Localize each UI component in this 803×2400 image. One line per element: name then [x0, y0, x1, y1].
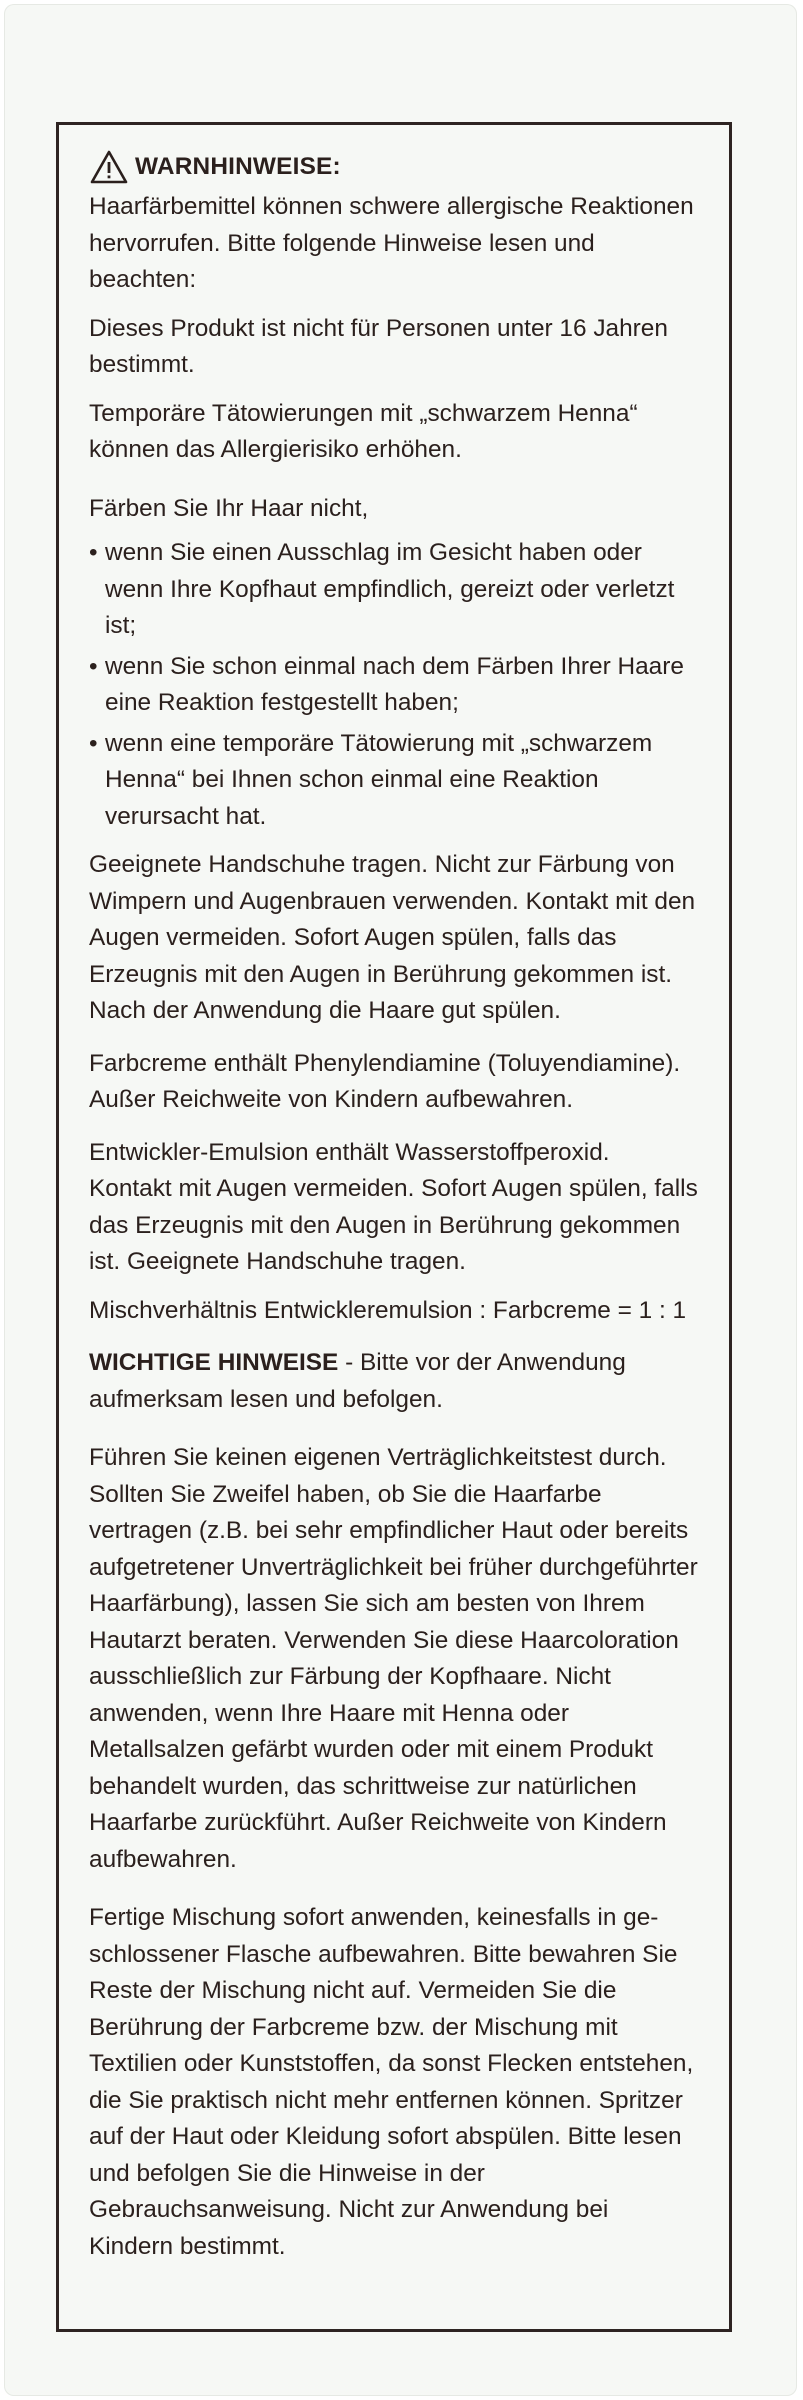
mix-ratio: Mischverhältnis Entwickleremulsion : Farbcreme = 1 : 1: [89, 1296, 687, 1324]
color-cream-note: Farbcreme enthält Phenylendiamine (Toluyendiamine). Außer Reichweite von Kindern aufbewahren.: [89, 1049, 681, 1113]
important-heading-suffix: - Bitte vor der Anwendung aufmerksam lesen und befolgen.: [89, 1349, 626, 1413]
gloves-note: Geeignete Handschuhe tragen. Nicht zur Färbung von Wimpern und Augenbrauen verwenden. Kontakt mit den Augen vermeiden. Sofort Augen spülen, falls das Erzeugnis mit den Augen in Berührung gekommen ist. Nach der Anwendung die Haare gut spülen.: [89, 851, 696, 1024]
warning-heading: WARNHINWEISE:: [135, 152, 341, 180]
henna-note: Temporäre Tätowierungen mit „schwarzem Henna“ können das Allergierisiko erhöhen.: [89, 399, 638, 463]
warning-triangle-icon: [89, 149, 129, 185]
important-paragraph-1: Führen Sie keinen eigenen Verträglichkeitstest durch. Sollten Sie Zweifel haben, ob Sie die Haarfarbe vertragen (z.B. bei sehr empfindlicher Haut oder bereits aufgetretener Unverträglichkeit bei früher durchgeführter Haarfärbung), lassen Sie sich am besten von Ihrem Hautarzt beraten. Verwenden Sie diese Haarcoloration ausschließlich zur Färbung der Kopfhaare. Nicht anwenden, wenn Ihre Haare mit Henna oder Metallsalzen gefärbt wurden oder mit einem Produkt behandelt wurden, das schrittweise zur natürlichen Haarfarbe zurückführt. Außer Reichweite von Kindern aufbewahren.: [89, 1444, 698, 1873]
important-heading: WICHTIGE HINWEISE: [89, 1349, 339, 1376]
warning-label-box: [56, 122, 732, 2332]
do-not-dye-list: [89, 535, 699, 835]
age-note: Dieses Produkt ist nicht für Personen unter 16 Jahren bestimmt.: [89, 314, 668, 378]
developer-note: Entwickler-Emulsion enthält Wasserstoffperoxid. Kontakt mit Augen vermeiden. Sofort Augen spülen, falls das Erzeugnis mit den Augen in Berührung gekommen ist. Geeignete Handschuhe tragen.: [89, 1138, 698, 1275]
warning-heading-row: [89, 147, 699, 187]
list-item: • wenn Sie schon einmal nach dem Färben Ihrer Haare eine Reaktion festgestellt haben;: [89, 649, 699, 722]
list-item: • wenn eine temporäre Tätowierung mit „schwarzem Henna“ bei Ihnen schon einmal eine Reaktion verursacht hat.: [89, 726, 699, 836]
list-item: • wenn Sie einen Ausschlag im Gesicht haben oder wenn Ihre Kopfhaut empfindlich, gereizt oder verletzt ist;: [89, 535, 699, 645]
do-not-dye-intro: Färben Sie Ihr Haar nicht,: [89, 494, 369, 522]
warning-intro: Haarfärbemittel können schwere allergische Reaktionen hervorrufen. Bitte folgende Hinweise lesen und beachten:: [89, 193, 694, 293]
important-paragraph-2: Fertige Mischung sofort anwenden, keinesfalls in geschlossener Flasche aufbewahren. Bitte bewahren Sie Reste der Mischung nicht auf. Vermeiden Sie die Berührung der Farbcreme bzw. der Mischung mit Textilien oder Kunststoffen, da sonst Flecken entstehen, die Sie praktisch nicht mehr entfernen können. Spritzer auf der Haut oder Kleidung sofort abspülen. Bitte lesen und befolgen Sie die Hinweise in der Gebrauchsanweisung. Nicht zur Anwendung bei Kindern bestimmt.: [89, 1904, 694, 2260]
important-notice: [89, 1345, 699, 1418]
package-panel: [4, 4, 797, 2396]
